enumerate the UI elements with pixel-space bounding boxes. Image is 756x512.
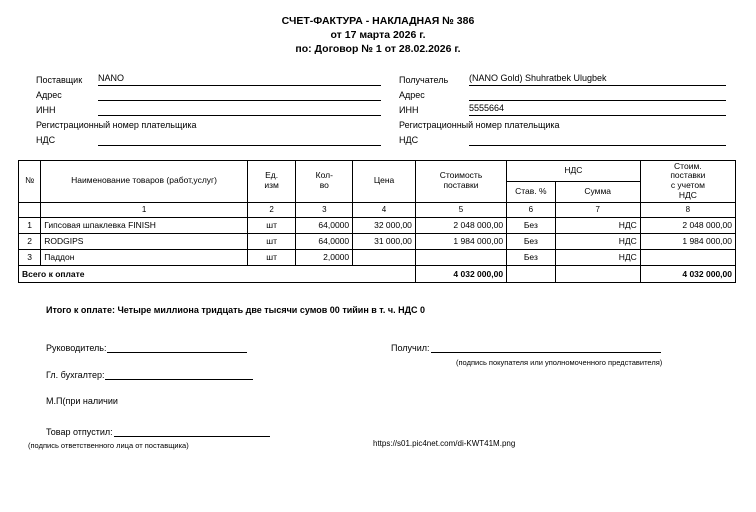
row-qty: 64,0000 <box>296 233 353 249</box>
table-row <box>19 217 736 233</box>
recipient-name-value: (NANO Gold) Shuhratbek Ulugbek <box>469 73 726 86</box>
director-label: Руководитель: <box>46 342 107 353</box>
row-vat-rate: Без <box>507 217 556 233</box>
accountant-label: Гл. бухгалтер: <box>46 369 105 380</box>
supplier-inn-label: ИНН <box>36 104 56 115</box>
director-signature-line <box>107 341 247 353</box>
seal-label: М.П(при наличии <box>46 395 118 406</box>
table-total-row <box>19 265 736 282</box>
header-unit-line1: Ед. <box>265 170 279 181</box>
document-title <box>18 14 738 57</box>
row-unit: шт <box>247 249 296 265</box>
row-qty: 64,0000 <box>296 217 353 233</box>
header-cost-line2: поставки <box>443 180 479 191</box>
colnum-4: 4 <box>353 202 416 217</box>
header-vat-group: НДС <box>507 160 641 181</box>
recipient-reg-label: Регистрационный номер плательщика <box>399 119 560 130</box>
row-qty: 2,0000 <box>296 249 353 265</box>
row-unit: шт <box>247 233 296 249</box>
row-vat-sum: НДС <box>555 249 640 265</box>
colnum-8: 8 <box>640 202 735 217</box>
supplier-vat-value <box>98 133 381 146</box>
header-vat-rate: Став. % <box>507 181 556 202</box>
supplier-inn-value <box>98 103 381 116</box>
recipient-address-value <box>469 88 726 101</box>
row-cost <box>415 249 506 265</box>
header-num: № <box>19 160 41 202</box>
recipient-vat-row <box>399 131 726 146</box>
colnum-6: 6 <box>507 202 556 217</box>
parties-block <box>18 71 738 146</box>
header-total-line2: поставки <box>670 170 706 181</box>
total-cost: 4 032 000,00 <box>415 265 506 282</box>
supplier-address-row <box>36 86 381 101</box>
row-num: 2 <box>19 233 41 249</box>
supplier-inn-row <box>36 101 381 116</box>
row-vat-sum: НДС <box>555 233 640 249</box>
signatures-block <box>18 341 738 461</box>
row-total <box>640 249 735 265</box>
recipient-inn-value: 5555664 <box>469 103 726 116</box>
accountant-signature-line <box>105 368 253 380</box>
row-cost: 1 984 000,00 <box>415 233 506 249</box>
total-label: Всего к оплате <box>19 265 416 282</box>
header-total-line3: с учетом <box>670 180 705 191</box>
header-total-line4: НДС <box>678 189 697 200</box>
header-qty <box>296 160 353 202</box>
row-vat-rate: Без <box>507 249 556 265</box>
colnum-7: 7 <box>555 202 640 217</box>
total-amount: 4 032 000,00 <box>640 265 735 282</box>
supplier-name-row <box>36 71 381 86</box>
director-row <box>46 341 247 353</box>
row-num: 3 <box>19 249 41 265</box>
released-row <box>46 425 270 437</box>
header-price: Цена <box>353 160 416 202</box>
header-vat-sum: Сумма <box>555 181 640 202</box>
row-num: 1 <box>19 217 41 233</box>
row-cost: 2 048 000,00 <box>415 217 506 233</box>
total-vat-sum <box>555 265 640 282</box>
received-signature-line <box>431 341 661 353</box>
colnum-3: 3 <box>296 202 353 217</box>
supplier-address-value <box>98 88 381 101</box>
title-line-3: по: Договор № 1 от 28.02.2026 г. <box>295 43 461 56</box>
row-total: 2 048 000,00 <box>640 217 735 233</box>
row-price: 31 000,00 <box>353 233 416 249</box>
supplier-reg-row <box>36 116 381 131</box>
received-row <box>391 341 661 353</box>
row-name: Паддон <box>41 249 248 265</box>
row-name: RODGIPS <box>41 233 248 249</box>
items-table <box>18 160 736 283</box>
recipient-reg-value <box>560 119 726 131</box>
row-vat-rate: Без <box>507 233 556 249</box>
summary-in-words: Итого к оплате: Четыре миллиона тридцать две тысячи сумов 00 тийин в т. ч. НДС 0 <box>46 304 426 315</box>
supplier-address-label: Адрес <box>36 89 62 100</box>
header-name: Наименование товаров (работ,услуг) <box>41 160 248 202</box>
header-qty-line1: Кол- <box>315 170 333 181</box>
recipient-name-row <box>399 71 726 86</box>
recipient-vat-value <box>469 133 726 146</box>
recipient-vat-label: НДС <box>399 134 419 145</box>
recipient-address-label: Адрес <box>399 89 425 100</box>
row-vat-sum: НДС <box>555 217 640 233</box>
footer-url[interactable]: https://s01.pic4net.com/di-KWT41M.png <box>373 438 516 448</box>
header-cost <box>415 160 506 202</box>
header-qty-line2: во <box>319 180 329 191</box>
supplier-note: (подпись ответственного лица от поставщика) <box>28 440 189 450</box>
colnum-2: 2 <box>247 202 296 217</box>
supplier-name-label: Поставщик <box>36 74 83 85</box>
header-unit <box>247 160 296 202</box>
row-unit: шт <box>247 217 296 233</box>
released-label: Товар отпустил: <box>46 426 113 437</box>
table-row <box>19 233 736 249</box>
title-line-2: от 17 марта 2026 г. <box>330 29 426 42</box>
row-price: 32 000,00 <box>353 217 416 233</box>
supplier-name-value: NANO <box>98 73 381 86</box>
released-signature-line <box>114 425 270 437</box>
supplier-reg-label: Регистрационный номер плательщика <box>36 119 197 130</box>
table-header-row <box>19 160 736 181</box>
recipient-address-row <box>399 86 726 101</box>
buyer-note: (подпись покупателя или уполномоченного представителя) <box>456 357 663 367</box>
supplier-vat-row <box>36 131 381 146</box>
header-unit-line2: изм <box>264 180 279 191</box>
recipient-name-label: Получатель <box>399 74 449 85</box>
received-label: Получил: <box>391 342 430 353</box>
accountant-row <box>46 368 253 380</box>
seal-row <box>46 396 118 406</box>
colnum-0 <box>19 202 41 217</box>
table-row <box>19 249 736 265</box>
supplier-reg-value <box>197 119 381 131</box>
recipient-block <box>381 71 726 146</box>
header-total <box>640 160 735 202</box>
supplier-vat-label: НДС <box>36 134 56 145</box>
recipient-inn-row <box>399 101 726 116</box>
colnum-1: 1 <box>41 202 248 217</box>
row-price <box>353 249 416 265</box>
recipient-inn-label: ИНН <box>399 104 419 115</box>
recipient-reg-row <box>399 116 726 131</box>
total-vat-rate <box>507 265 556 282</box>
title-line-1: СЧЕТ-ФАКТУРА - НАКЛАДНАЯ № 386 <box>281 15 475 27</box>
row-total: 1 984 000,00 <box>640 233 735 249</box>
colnum-5: 5 <box>415 202 506 217</box>
header-cost-line1: Стоимость <box>439 170 483 181</box>
supplier-block <box>36 71 381 146</box>
row-name: Гипсовая шпаклевка FINISH <box>41 217 248 233</box>
table-column-numbers-row <box>19 202 736 217</box>
header-total-line1: Стоим. <box>674 160 702 171</box>
